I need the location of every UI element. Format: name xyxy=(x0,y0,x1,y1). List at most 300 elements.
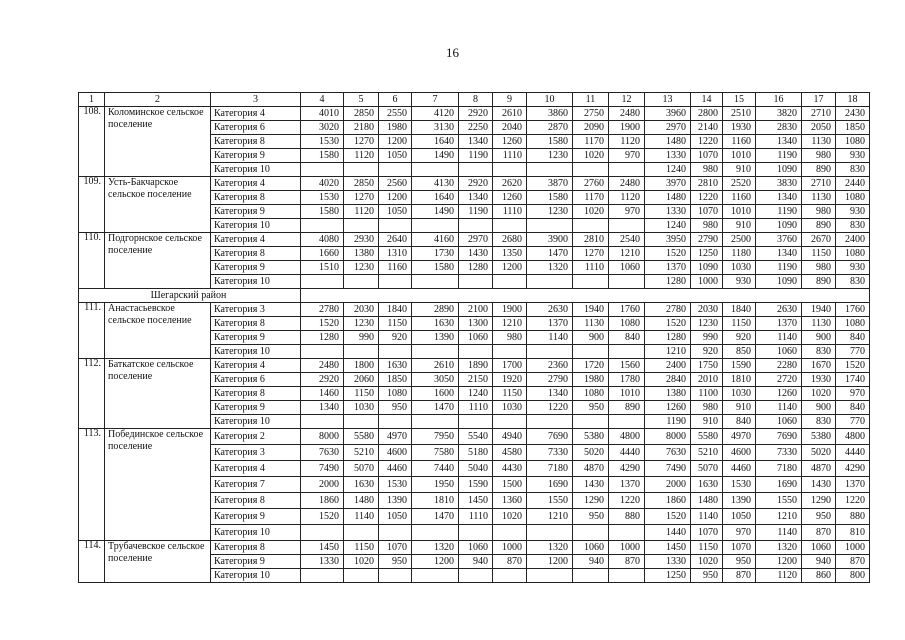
value-cell: 2780 xyxy=(301,303,344,317)
value-cell: 1290 xyxy=(573,493,609,509)
value-cell xyxy=(573,569,609,583)
value-cell xyxy=(344,345,379,359)
value-cell: 1120 xyxy=(344,205,379,219)
value-cell: 1160 xyxy=(723,191,756,205)
value-cell xyxy=(459,525,493,541)
value-cell: 870 xyxy=(609,555,645,569)
value-cell: 1530 xyxy=(723,477,756,493)
value-cell: 1070 xyxy=(691,149,723,163)
value-cell: 1140 xyxy=(527,331,573,345)
value-cell: 5380 xyxy=(573,429,609,445)
value-cell: 1580 xyxy=(301,149,344,163)
value-cell: 1200 xyxy=(756,555,802,569)
value-cell: 2810 xyxy=(573,233,609,247)
row-number: 113. xyxy=(79,429,105,541)
value-cell: 1230 xyxy=(527,149,573,163)
value-cell: 1340 xyxy=(301,401,344,415)
value-cell: 2620 xyxy=(493,177,527,191)
value-cell xyxy=(527,345,573,359)
value-cell: 1150 xyxy=(344,541,379,555)
value-cell: 870 xyxy=(493,555,527,569)
value-cell: 1980 xyxy=(573,373,609,387)
value-cell: 1520 xyxy=(836,359,870,373)
value-cell: 930 xyxy=(836,205,870,219)
value-cell: 1210 xyxy=(493,317,527,331)
value-cell: 2560 xyxy=(379,177,412,191)
value-cell: 1070 xyxy=(691,205,723,219)
value-cell: 1520 xyxy=(645,317,691,331)
value-cell: 2140 xyxy=(691,121,723,135)
value-cell: 1030 xyxy=(344,401,379,415)
value-cell: 4010 xyxy=(301,107,344,121)
value-cell: 5210 xyxy=(691,445,723,461)
value-cell xyxy=(301,163,344,177)
value-cell: 1330 xyxy=(645,149,691,163)
value-cell: 1150 xyxy=(493,387,527,401)
category-label: Категория 10 xyxy=(211,163,301,177)
value-cell: 920 xyxy=(691,345,723,359)
value-cell: 1320 xyxy=(756,541,802,555)
value-cell: 1060 xyxy=(459,541,493,555)
value-cell: 7490 xyxy=(301,461,344,477)
value-cell: 1660 xyxy=(301,247,344,261)
value-cell: 1010 xyxy=(723,205,756,219)
value-cell: 7440 xyxy=(412,461,459,477)
value-cell: 4130 xyxy=(412,177,459,191)
value-cell: 1810 xyxy=(723,373,756,387)
value-cell: 1670 xyxy=(802,359,836,373)
category-label: Категория 8 xyxy=(211,493,301,509)
value-cell xyxy=(459,219,493,233)
value-cell: 1350 xyxy=(493,247,527,261)
value-cell: 1100 xyxy=(691,387,723,401)
value-cell: 1260 xyxy=(493,135,527,149)
value-cell: 1020 xyxy=(802,387,836,401)
category-label: Категория 2 xyxy=(211,429,301,445)
value-cell: 870 xyxy=(802,525,836,541)
value-cell: 2830 xyxy=(756,121,802,135)
value-cell: 1130 xyxy=(802,317,836,331)
value-cell: 1280 xyxy=(459,261,493,275)
value-cell: 940 xyxy=(802,555,836,569)
row-number: 109. xyxy=(79,177,105,233)
value-cell xyxy=(301,345,344,359)
value-cell: 4290 xyxy=(609,461,645,477)
value-cell: 1190 xyxy=(459,149,493,163)
value-cell: 980 xyxy=(802,261,836,275)
category-label: Категория 10 xyxy=(211,415,301,429)
category-label: Категория 9 xyxy=(211,205,301,219)
value-cell: 1480 xyxy=(691,493,723,509)
table-row xyxy=(79,429,870,445)
value-cell: 1630 xyxy=(379,359,412,373)
value-cell: 1280 xyxy=(645,331,691,345)
value-cell: 5380 xyxy=(802,429,836,445)
value-cell xyxy=(573,345,609,359)
value-cell: 1760 xyxy=(609,303,645,317)
value-cell: 1060 xyxy=(756,415,802,429)
value-cell: 1220 xyxy=(527,401,573,415)
value-cell: 1580 xyxy=(301,205,344,219)
value-cell: 1130 xyxy=(802,191,836,205)
value-cell: 1120 xyxy=(609,191,645,205)
column-header: 9 xyxy=(493,93,527,107)
value-cell: 1370 xyxy=(756,317,802,331)
value-cell: 1140 xyxy=(756,525,802,541)
value-cell: 1290 xyxy=(802,493,836,509)
value-cell: 3050 xyxy=(412,373,459,387)
section-spacer xyxy=(301,289,870,303)
value-cell: 1980 xyxy=(379,121,412,135)
value-cell: 1470 xyxy=(527,247,573,261)
value-cell: 1070 xyxy=(379,541,412,555)
value-cell: 1130 xyxy=(802,135,836,149)
value-cell: 1210 xyxy=(609,247,645,261)
value-cell: 1000 xyxy=(609,541,645,555)
value-cell: 840 xyxy=(836,401,870,415)
column-header: 18 xyxy=(836,93,870,107)
value-cell: 1220 xyxy=(609,493,645,509)
value-cell: 1340 xyxy=(756,191,802,205)
value-cell: 970 xyxy=(609,149,645,163)
value-cell: 4600 xyxy=(379,445,412,461)
value-cell: 2920 xyxy=(301,373,344,387)
category-label: Категория 10 xyxy=(211,219,301,233)
value-cell: 1550 xyxy=(756,493,802,509)
value-cell xyxy=(344,569,379,583)
value-cell: 910 xyxy=(691,415,723,429)
table-row xyxy=(79,107,870,121)
value-cell: 970 xyxy=(723,525,756,541)
value-cell: 2670 xyxy=(802,233,836,247)
value-cell: 8000 xyxy=(645,429,691,445)
table-row xyxy=(79,303,870,317)
value-cell xyxy=(459,415,493,429)
value-cell: 2030 xyxy=(344,303,379,317)
value-cell: 1160 xyxy=(379,261,412,275)
value-cell: 1840 xyxy=(723,303,756,317)
column-header: 6 xyxy=(379,93,412,107)
column-header-row xyxy=(79,93,870,107)
value-cell: 1280 xyxy=(301,331,344,345)
value-cell: 1230 xyxy=(527,205,573,219)
value-cell: 830 xyxy=(836,275,870,289)
value-cell: 1340 xyxy=(756,135,802,149)
value-cell: 1940 xyxy=(573,303,609,317)
value-cell: 840 xyxy=(609,331,645,345)
category-label: Категория 6 xyxy=(211,121,301,135)
value-cell: 2100 xyxy=(459,303,493,317)
value-cell: 1170 xyxy=(573,191,609,205)
value-cell: 1200 xyxy=(379,191,412,205)
value-cell: 4870 xyxy=(573,461,609,477)
value-cell xyxy=(301,415,344,429)
category-label: Категория 3 xyxy=(211,303,301,317)
value-cell: 3900 xyxy=(527,233,573,247)
value-cell xyxy=(344,525,379,541)
value-cell: 1640 xyxy=(412,191,459,205)
value-cell: 920 xyxy=(723,331,756,345)
value-cell xyxy=(379,569,412,583)
value-cell: 1520 xyxy=(645,247,691,261)
value-cell: 4800 xyxy=(609,429,645,445)
settlement-name: Побединское сельское поселение xyxy=(105,429,211,541)
value-cell: 2710 xyxy=(802,107,836,121)
value-cell: 1480 xyxy=(645,191,691,205)
value-cell: 1150 xyxy=(691,541,723,555)
value-cell: 1050 xyxy=(379,149,412,163)
value-cell xyxy=(527,219,573,233)
value-cell: 980 xyxy=(493,331,527,345)
value-cell: 2780 xyxy=(645,303,691,317)
category-label: Категория 4 xyxy=(211,461,301,477)
value-cell: 7490 xyxy=(645,461,691,477)
category-label: Категория 8 xyxy=(211,247,301,261)
category-label: Категория 4 xyxy=(211,107,301,121)
value-cell xyxy=(301,275,344,289)
value-cell: 3950 xyxy=(645,233,691,247)
value-cell: 1860 xyxy=(645,493,691,509)
category-label: Категория 10 xyxy=(211,345,301,359)
value-cell: 2630 xyxy=(756,303,802,317)
value-cell: 1200 xyxy=(412,555,459,569)
value-cell: 1480 xyxy=(645,135,691,149)
section-row xyxy=(79,289,870,303)
value-cell xyxy=(527,163,573,177)
value-cell: 1200 xyxy=(493,261,527,275)
value-cell: 1320 xyxy=(412,541,459,555)
value-cell: 4970 xyxy=(723,429,756,445)
value-cell: 1340 xyxy=(459,191,493,205)
value-cell: 1430 xyxy=(573,477,609,493)
value-cell: 5020 xyxy=(573,445,609,461)
value-cell: 7330 xyxy=(756,445,802,461)
value-cell: 980 xyxy=(691,219,723,233)
value-cell: 1020 xyxy=(344,555,379,569)
value-cell: 1640 xyxy=(412,135,459,149)
value-cell: 900 xyxy=(802,401,836,415)
value-cell xyxy=(344,219,379,233)
value-cell xyxy=(379,525,412,541)
value-cell: 910 xyxy=(723,163,756,177)
value-cell: 1160 xyxy=(723,135,756,149)
value-cell: 1520 xyxy=(301,317,344,331)
value-cell xyxy=(609,569,645,583)
value-cell: 3860 xyxy=(527,107,573,121)
value-cell: 4440 xyxy=(609,445,645,461)
value-cell: 1630 xyxy=(412,317,459,331)
value-cell: 1210 xyxy=(527,509,573,525)
value-cell: 2510 xyxy=(723,107,756,121)
value-cell: 7180 xyxy=(756,461,802,477)
value-cell: 4020 xyxy=(301,177,344,191)
column-header: 14 xyxy=(691,93,723,107)
value-cell: 890 xyxy=(802,163,836,177)
value-cell: 2500 xyxy=(723,233,756,247)
value-cell: 2850 xyxy=(344,177,379,191)
value-cell: 1930 xyxy=(802,373,836,387)
value-cell: 1030 xyxy=(723,387,756,401)
value-cell xyxy=(493,219,527,233)
value-cell: 910 xyxy=(723,219,756,233)
value-cell: 1560 xyxy=(609,359,645,373)
category-label: Категория 7 xyxy=(211,477,301,493)
value-cell: 1120 xyxy=(344,149,379,163)
value-cell: 2630 xyxy=(527,303,573,317)
row-number: 112. xyxy=(79,359,105,429)
value-cell: 2540 xyxy=(609,233,645,247)
value-cell: 1900 xyxy=(609,121,645,135)
value-cell: 1200 xyxy=(527,555,573,569)
value-cell xyxy=(412,163,459,177)
value-cell: 910 xyxy=(723,401,756,415)
value-cell: 1250 xyxy=(645,569,691,583)
value-cell: 1810 xyxy=(412,493,459,509)
value-cell: 940 xyxy=(573,555,609,569)
category-label: Категория 10 xyxy=(211,525,301,541)
value-cell: 7950 xyxy=(412,429,459,445)
value-cell: 1630 xyxy=(344,477,379,493)
value-cell: 2850 xyxy=(344,107,379,121)
value-cell: 1730 xyxy=(412,247,459,261)
value-cell: 2050 xyxy=(802,121,836,135)
value-cell: 1340 xyxy=(459,135,493,149)
value-cell: 2430 xyxy=(836,107,870,121)
value-cell xyxy=(301,525,344,541)
value-cell: 1370 xyxy=(527,317,573,331)
value-cell xyxy=(527,525,573,541)
value-cell: 830 xyxy=(802,415,836,429)
value-cell: 1840 xyxy=(379,303,412,317)
category-label: Категория 6 xyxy=(211,373,301,387)
column-header: 10 xyxy=(527,93,573,107)
value-cell: 1230 xyxy=(344,317,379,331)
column-header: 13 xyxy=(645,93,691,107)
table-row xyxy=(79,541,870,555)
value-cell xyxy=(573,219,609,233)
value-cell: 1090 xyxy=(691,261,723,275)
page-number: 16 xyxy=(446,45,459,60)
value-cell: 1720 xyxy=(573,359,609,373)
value-cell: 2810 xyxy=(691,177,723,191)
value-cell: 1750 xyxy=(691,359,723,373)
value-cell: 7330 xyxy=(527,445,573,461)
value-cell xyxy=(493,345,527,359)
value-cell: 4970 xyxy=(379,429,412,445)
value-cell xyxy=(379,163,412,177)
value-cell: 980 xyxy=(802,205,836,219)
value-cell: 5070 xyxy=(344,461,379,477)
value-cell: 3130 xyxy=(412,121,459,135)
value-cell xyxy=(527,569,573,583)
value-cell: 1080 xyxy=(573,387,609,401)
value-cell: 2280 xyxy=(756,359,802,373)
value-cell: 2970 xyxy=(459,233,493,247)
value-cell: 5020 xyxy=(802,445,836,461)
value-cell: 1110 xyxy=(573,261,609,275)
category-label: Категория 9 xyxy=(211,555,301,569)
value-cell: 4870 xyxy=(802,461,836,477)
value-cell: 1360 xyxy=(493,493,527,509)
table-row xyxy=(79,233,870,247)
category-label: Категория 9 xyxy=(211,401,301,415)
value-cell: 1110 xyxy=(459,509,493,525)
value-cell: 1270 xyxy=(344,191,379,205)
value-cell: 1090 xyxy=(756,275,802,289)
value-cell: 1080 xyxy=(836,191,870,205)
value-cell: 1080 xyxy=(609,317,645,331)
value-cell: 1430 xyxy=(802,477,836,493)
column-header: 8 xyxy=(459,93,493,107)
value-cell: 1780 xyxy=(609,373,645,387)
value-cell: 1050 xyxy=(379,509,412,525)
value-cell xyxy=(412,415,459,429)
value-cell: 1600 xyxy=(412,387,459,401)
value-cell: 1940 xyxy=(802,303,836,317)
value-cell: 1490 xyxy=(412,149,459,163)
value-cell: 7630 xyxy=(301,445,344,461)
row-number: 108. xyxy=(79,107,105,177)
value-cell: 1930 xyxy=(723,121,756,135)
value-cell: 2030 xyxy=(691,303,723,317)
settlement-name: Анастасьевское сельское поселение xyxy=(105,303,211,359)
value-cell: 1220 xyxy=(691,135,723,149)
value-cell: 1500 xyxy=(493,477,527,493)
value-cell: 2440 xyxy=(836,177,870,191)
value-cell xyxy=(412,275,459,289)
value-cell: 900 xyxy=(802,331,836,345)
value-cell: 2150 xyxy=(459,373,493,387)
value-cell: 1190 xyxy=(645,415,691,429)
value-cell: 1470 xyxy=(412,401,459,415)
category-label: Категория 9 xyxy=(211,331,301,345)
value-cell: 2790 xyxy=(691,233,723,247)
value-cell: 2760 xyxy=(573,177,609,191)
value-cell: 2920 xyxy=(459,177,493,191)
value-cell: 3830 xyxy=(756,177,802,191)
value-cell: 2480 xyxy=(609,177,645,191)
value-cell xyxy=(609,415,645,429)
value-cell: 1190 xyxy=(756,261,802,275)
category-label: Категория 8 xyxy=(211,317,301,331)
value-cell xyxy=(609,163,645,177)
value-cell: 2920 xyxy=(459,107,493,121)
value-cell: 1590 xyxy=(459,477,493,493)
value-cell: 1150 xyxy=(802,247,836,261)
value-cell: 5580 xyxy=(691,429,723,445)
value-cell: 1260 xyxy=(493,191,527,205)
value-cell: 1340 xyxy=(527,387,573,401)
value-cell xyxy=(301,569,344,583)
value-cell: 880 xyxy=(836,509,870,525)
settlement-name: Баткатское сельское поселение xyxy=(105,359,211,429)
value-cell: 2360 xyxy=(527,359,573,373)
value-cell: 4800 xyxy=(836,429,870,445)
value-cell: 1190 xyxy=(756,149,802,163)
value-cell: 2720 xyxy=(756,373,802,387)
value-cell: 1070 xyxy=(691,525,723,541)
value-cell: 970 xyxy=(836,387,870,401)
value-cell xyxy=(459,163,493,177)
value-cell: 890 xyxy=(802,219,836,233)
value-cell: 1060 xyxy=(756,345,802,359)
value-cell: 1850 xyxy=(379,373,412,387)
value-cell: 1320 xyxy=(527,541,573,555)
value-cell: 1310 xyxy=(379,247,412,261)
value-cell: 1110 xyxy=(493,205,527,219)
section-title: Шегарский район xyxy=(79,289,301,303)
column-header: 5 xyxy=(344,93,379,107)
